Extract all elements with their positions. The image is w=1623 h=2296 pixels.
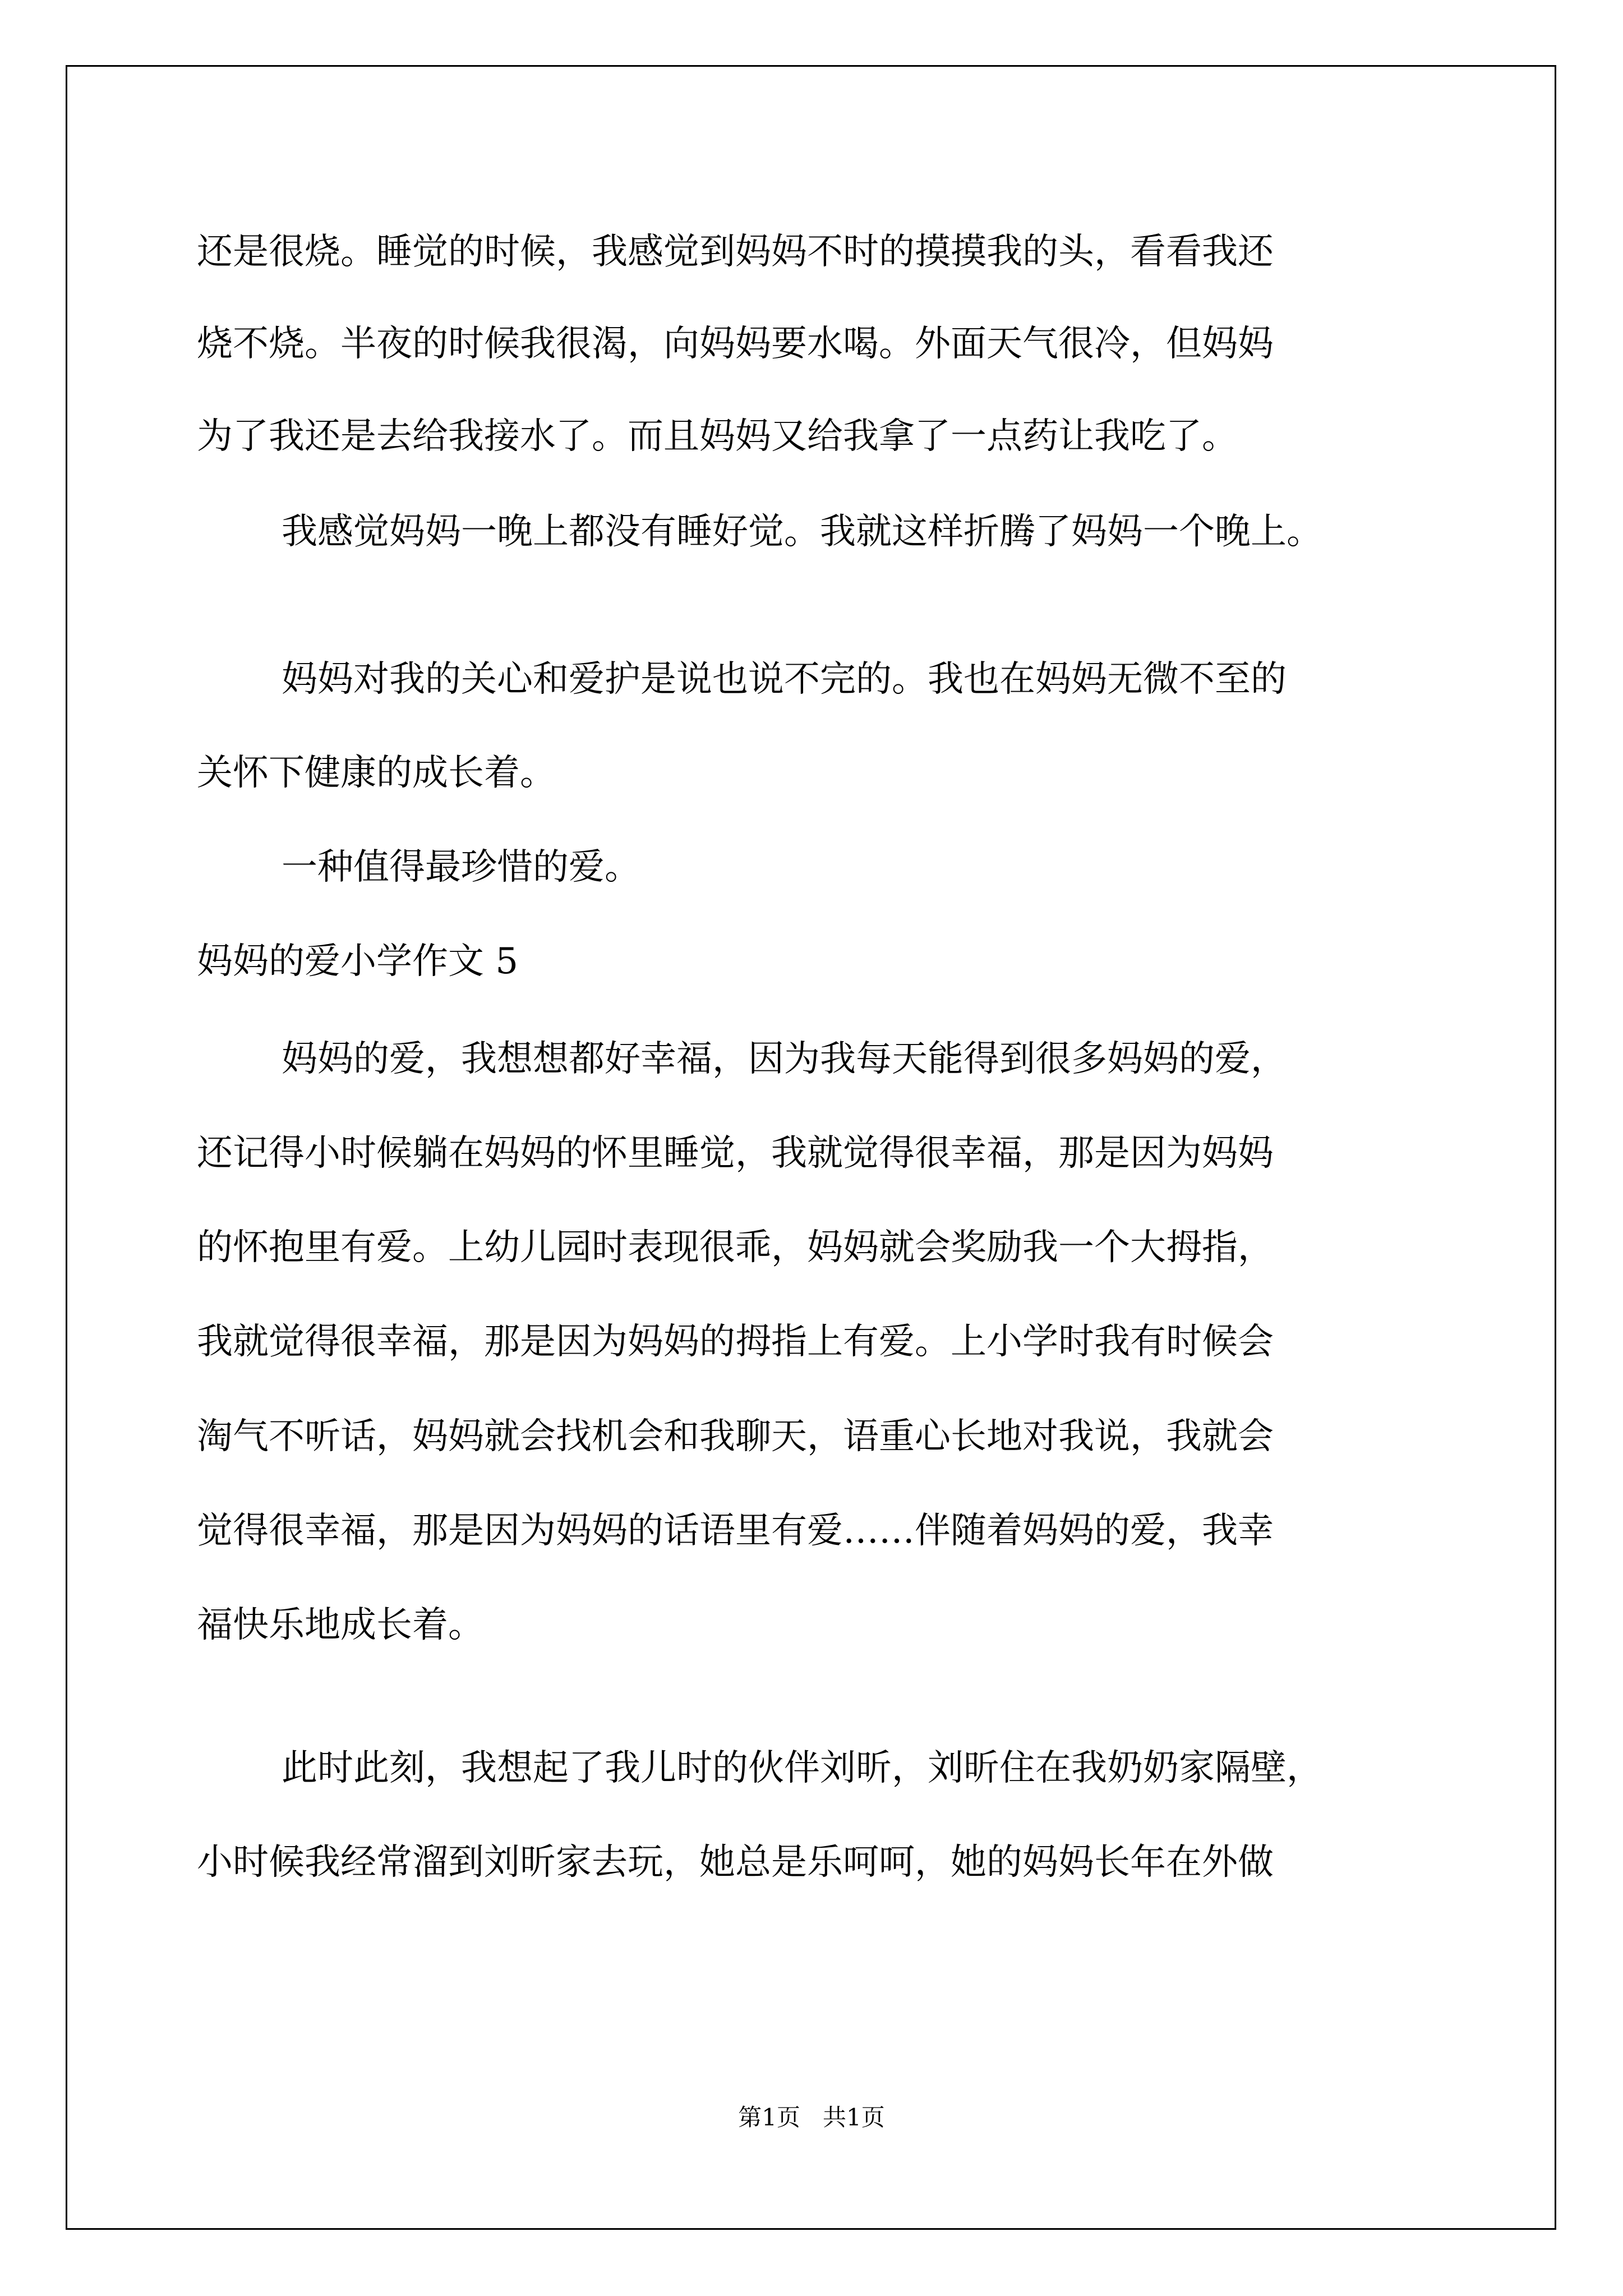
- text-line: 觉得很幸福，那是因为妈妈的话语里有爱……伴随着妈妈的爱，我幸: [197, 1510, 1274, 1552]
- text-line: 小时候我经常溜到刘昕家去玩，她总是乐呵呵，她的妈妈长年在外做: [197, 1842, 1274, 1883]
- paragraph-line: 妈妈的爱，我想想都好幸福，因为我每天能得到很多妈妈的爱，: [282, 1038, 1287, 1080]
- page-footer: 第1页 共1页: [738, 2104, 885, 2131]
- text-line: 的怀抱里有爱。上幼儿园时表现很乖，妈妈就会奖励我一个大拇指，: [197, 1227, 1274, 1268]
- text-line: 烧不烧。半夜的时候我很渴，向妈妈要水喝。外面天气很冷，但妈妈: [197, 323, 1274, 365]
- paragraph-line: 妈妈对我的关心和爱护是说也说不完的。我也在妈妈无微不至的: [282, 659, 1287, 700]
- paragraph-line: 我感觉妈妈一晚上都没有睡好觉。我就这样折腾了妈妈一个晚上。: [282, 511, 1322, 553]
- paragraph-line: 一种值得最珍惜的爱。: [282, 846, 640, 888]
- text-line: 关怀下健康的成长着。: [197, 752, 556, 794]
- text-line: 为了我还是去给我接水了。而且妈妈又给我拿了一点药让我吃了。: [197, 416, 1238, 457]
- text-line: 还记得小时候躺在妈妈的怀里睡觉，我就觉得很幸福，那是因为妈妈: [197, 1133, 1274, 1174]
- text-line: 福快乐地成长着。: [197, 1604, 484, 1646]
- section-heading: 妈妈的爱小学作文 5: [197, 941, 519, 982]
- text-line: 还是很烧。睡觉的时候，我感觉到妈妈不时的摸摸我的头，看看我还: [197, 231, 1274, 273]
- text-line: 我就觉得很幸福，那是因为妈妈的拇指上有爱。上小学时我有时候会: [197, 1321, 1274, 1363]
- paragraph-line: 此时此刻，我想起了我儿时的伙伴刘昕，刘昕住在我奶奶家隔壁，: [282, 1747, 1322, 1789]
- text-line: 淘气不听话，妈妈就会找机会和我聊天，语重心长地对我说，我就会: [197, 1416, 1274, 1457]
